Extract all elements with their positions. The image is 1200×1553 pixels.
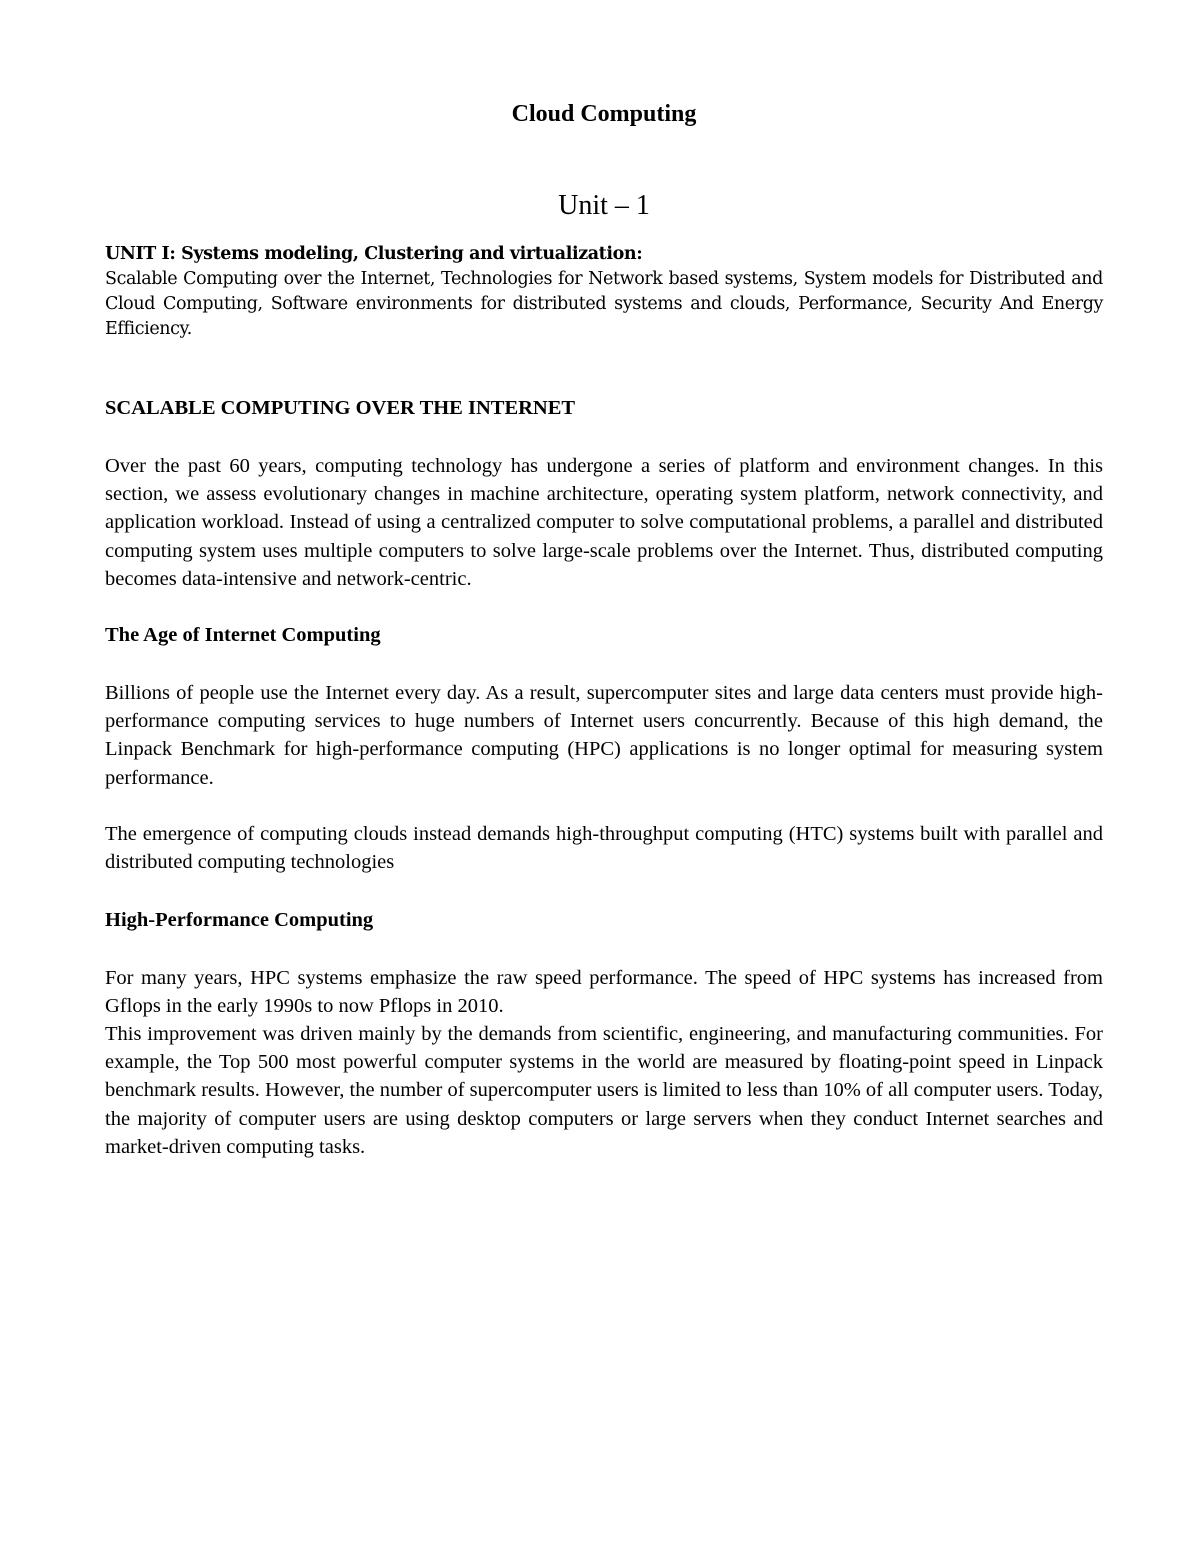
section-heading-high-performance-computing: High-Performance Computing	[105, 909, 374, 931]
syllabus-block	[105, 242, 1103, 342]
section-heading-age-of-internet-computing: The Age of Internet Computing	[105, 624, 381, 646]
paragraph: The emergence of computing clouds instead demands high-throughput computing (HTC) systems built with parallel and distributed computing technologies	[105, 823, 1103, 874]
paragraph: Over the past 60 years, computing technology has undergone a series of platform and environment changes. In this section, we assess evolutionary changes in machine architecture, operating system platform, network connectivity, and application workload. Instead of using a centralized computer to solve computational problems, a parallel and distributed computing system uses multiple computers to solve large-scale problems over the Internet. Thus, distributed computing becomes data-intensive and network-centric.	[105, 455, 1103, 590]
unit-heading: Unit – 1	[558, 190, 650, 221]
syllabus-text: Scalable Computing over the Internet, Technologies for Network based systems, System models for Distributed and Cloud Computing, Software environments for distributed systems and clouds, Performance, Security And Energy Efficiency.	[105, 269, 1103, 339]
syllabus-heading: UNIT I: Systems modeling, Clustering and virtualization:	[105, 244, 643, 264]
document-title: Cloud Computing	[511, 101, 697, 127]
section-heading-scalable-computing: SCALABLE COMPUTING OVER THE INTERNET	[105, 397, 576, 419]
paragraph: For many years, HPC systems emphasize the raw speed performance. The speed of HPC systems has increased from Gflops in the early 1990s to now Pflops in 2010.	[105, 967, 1103, 1018]
paragraph: This improvement was driven mainly by the demands from scientific, engineering, and manufacturing communities. For example, the Top 500 most powerful computer systems in the world are measured by floating-point speed in Linpack benchmark results. However, the number of supercomputer users is limited to less than 10% of all computer users. Today, the majority of computer users are using desktop computers or large servers when they conduct Internet searches and market-driven computing tasks.	[105, 1023, 1104, 1158]
paragraph: Billions of people use the Internet every day. As a result, supercomputer sites and large data centers must provide high-performance computing services to huge numbers of Internet users concurrently. Because of this high demand, the Linpack Benchmark for high-performance computing (HPC) applications is no longer optimal for measuring system performance.	[105, 682, 1103, 789]
